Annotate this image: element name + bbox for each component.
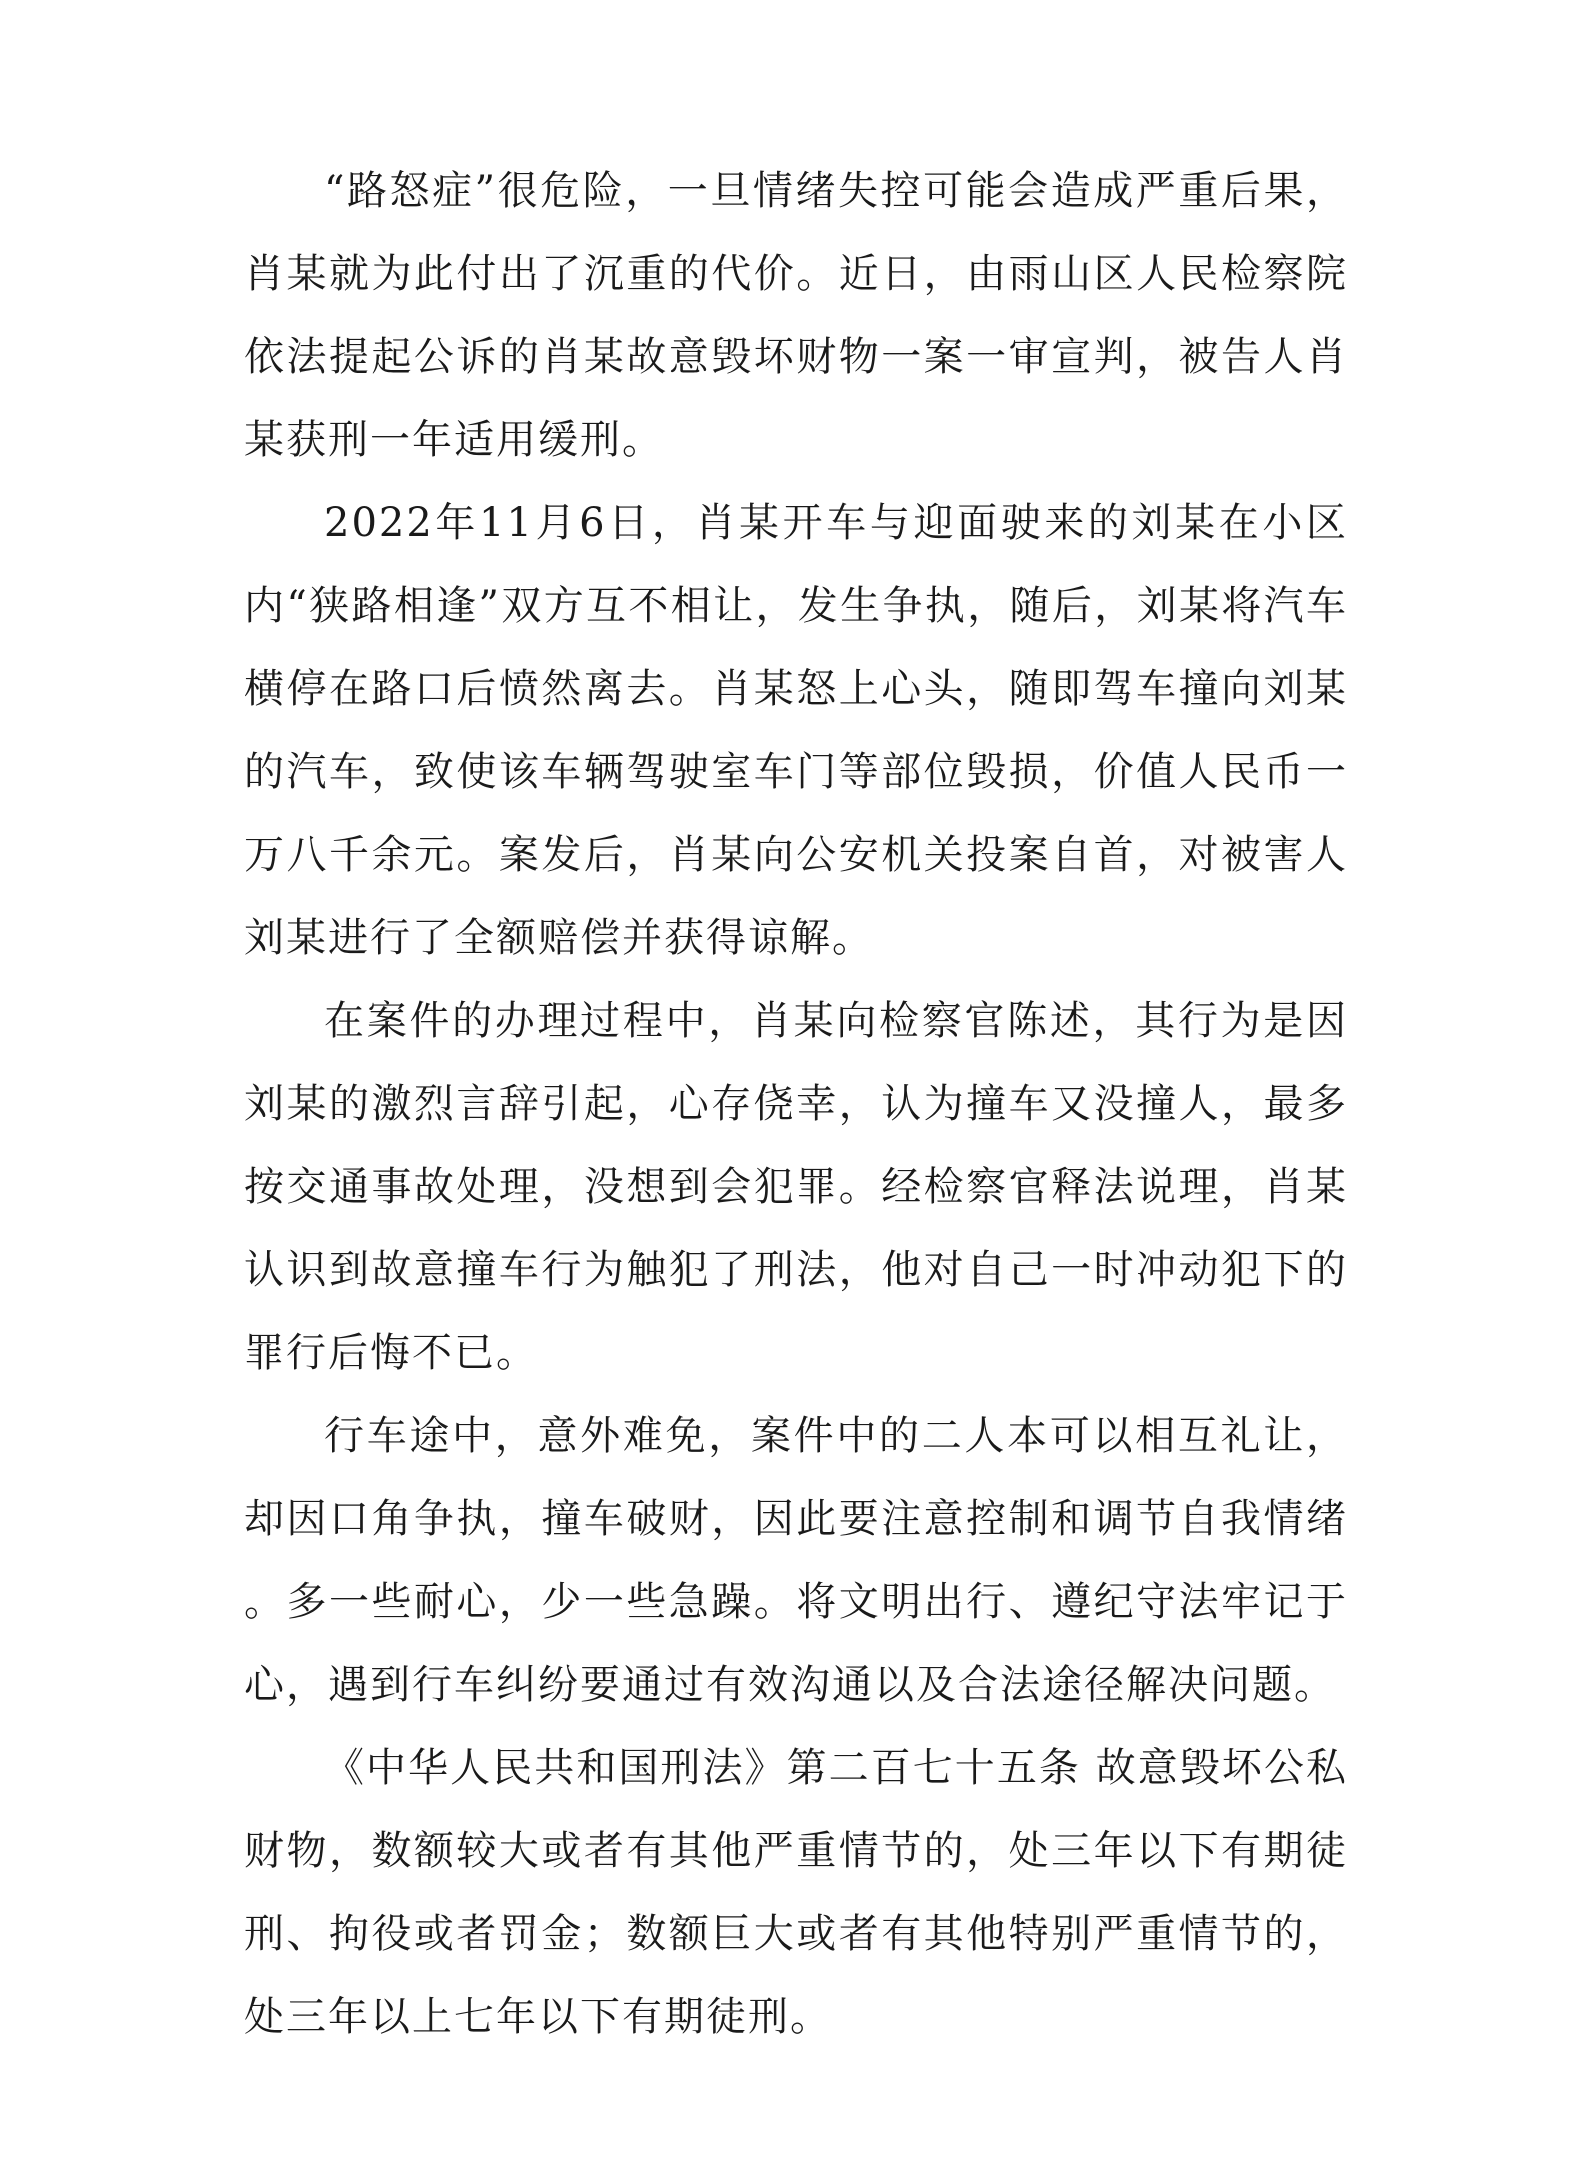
- paragraph-handling: 在案件的办理过程中，肖某向检察官陈述，其行为是因刘某的激烈言辞引起，心存侥幸，认为撞车又没撞人，最多按交通事故处理，没想到会犯罪。经检察官释法说理，肖某认识到故意撞车行为触犯了刑法，他对自己一时冲动犯下的罪行后悔不已。: [244, 998, 1348, 1376]
- paragraph-incident: 2022年11月6日，肖某开车与迎面驶来的刘某在小区内“狭路相逢”双方互不相让，发生争执，随后，刘某将汽车横停在路口后愤然离去。肖某怒上心头，随即驾车撞向刘某的汽车，致使该车辆驾驶室车门等部位毁损，价值人民币一万八千余元。案发后，肖某向公安机关投案自首，对被害人刘某进行了全额赔偿并获得谅解。: [244, 500, 1348, 961]
- paragraph-advice: 行车途中，意外难免，案件中的二人本可以相互礼让，却因口角争执，撞车破财，因此要注意控制和调节自我情绪。多一些耐心，少一些急躁。将文明出行、遵纪守法牢记于心，遇到行车纠纷要通过有效沟通以及合法途径解决问题。: [244, 1413, 1348, 1708]
- article-body: [244, 150, 1348, 2059]
- paragraph-law-article: 《中华人民共和国刑法》第二百七十五条 故意毁坏公私财物，数额较大或者有其他严重情节的，处三年以下有期徒刑、拘役或者罚金；数额巨大或者有其他特别严重情节的，处三年以上七年以下有期徒刑。: [244, 1745, 1348, 2040]
- paragraph-intro: “路怒症”很危险，一旦情绪失控可能会造成严重后果，肖某就为此付出了沉重的代价。近日，由雨山区人民检察院依法提起公诉的肖某故意毁坏财物一案一审宣判，被告人肖某获刑一年适用缓刑。: [244, 168, 1348, 463]
